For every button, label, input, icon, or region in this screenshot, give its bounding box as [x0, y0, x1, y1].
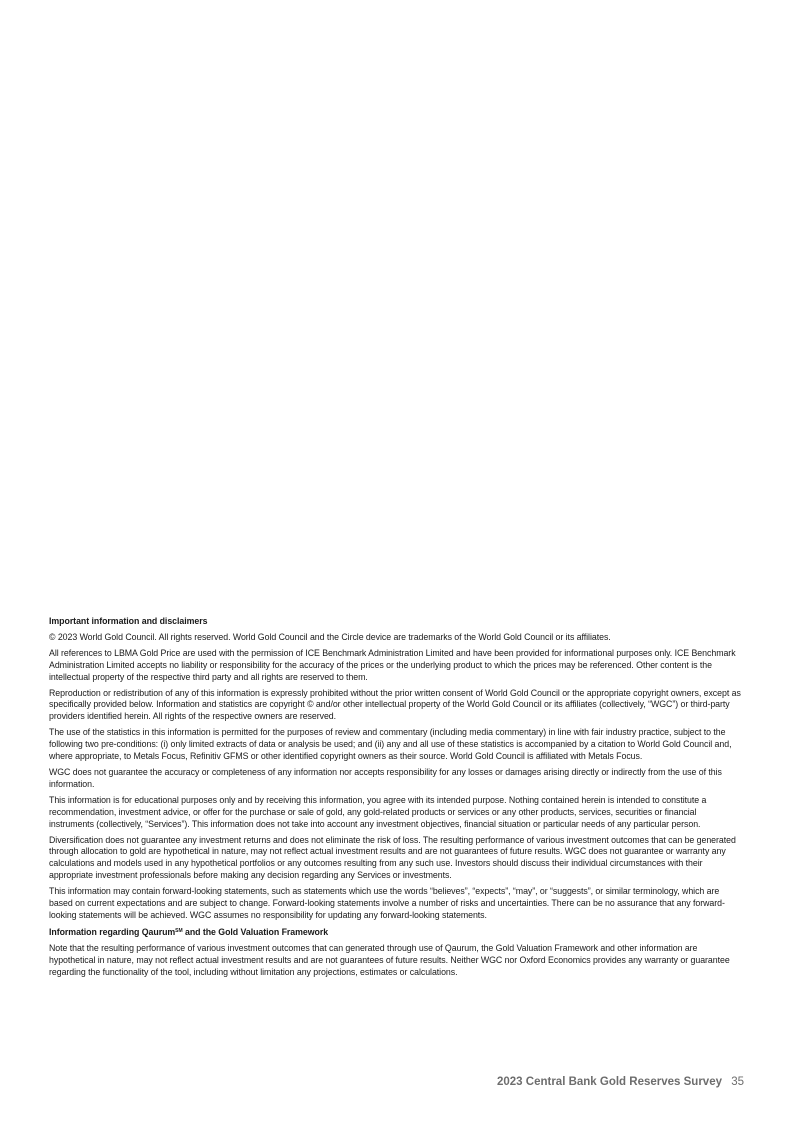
qaurum-heading-rest: and the Gold Valuation Framework	[182, 926, 329, 937]
accuracy-paragraph: WGC does not guarantee the accuracy or completeness of any information nor accepts responsibility for any losses or damages arising directly or indirectly from the use of this information.	[49, 766, 722, 789]
report-title: 2023 Central Bank Gold Reserves Survey	[496, 1076, 722, 1088]
reproduction-paragraph: Reproduction or redistribution of any of this information is expressly prohibited without the prior written consent of World Gold Council or the appropriate copyright owners, except as specifically provided below. Information and statistics are copyright © and/or other intellectual property of the World Gold Council or its affiliates (collectively, “WGC”) or third-party providers identified herein. All rights of the respective owners are reserved.	[49, 687, 741, 722]
page-footer	[497, 1076, 744, 1088]
statistics-use-paragraph: The use of the statistics in this information is permitted for the purposes of review and commentary (including media commentary) in line with fair industry practice, subject to the following two pre-conditions: (i) only limited extracts of data or analysis be used; and (ii) any and all use of these statistics is accompanied by a citation to World Gold Council and, where appropriate, to Metals Focus, Refinitiv GFMS or other identified copyright owners as their source. World Gold Council is affiliated with Metals Focus.	[49, 727, 732, 762]
service-mark: SM	[175, 927, 183, 934]
page-number: 35	[731, 1076, 744, 1088]
lbma-paragraph: All references to LBMA Gold Price are used with the permission of ICE Benchmark Administration Limited and have been provided for informational purposes only. ICE Benchmark Administration Limited accepts no liability or responsibility for the accuracy of the prices or the underlying product to which the prices may be referenced. Other content is the intellectual property of the respective third party and all rights are reserved to them.	[49, 647, 736, 682]
disclaimers-heading: Important information and disclaimers	[49, 616, 208, 626]
qaurum-heading	[49, 926, 743, 939]
copyright-paragraph: © 2023 World Gold Council. All rights reserved. World Gold Council and the Circle device are trademarks of the World Gold Council or its affiliates.	[49, 631, 611, 642]
qaurum-paragraph: Note that the resulting performance of various investment outcomes that can generated through use of Qaurum, the Gold Valuation Framework and other information are hypothetical in nature, may not reflect actual investment results and are not guarantees of future results. Neither WGC nor Oxford Economics provides any warranty or guarantee regarding the functionality of the tool, including without limitation any projections, estimates or calculations.	[49, 942, 730, 977]
diversification-paragraph: Diversification does not guarantee any investment returns and does not eliminate the risk of loss. The resulting performance of various investment outcomes that can be generated through allocation to gold are hypothetical in nature, may not reflect actual investment results and are not guarantees of future results. WGC does not guarantee or warranty any calculations and models used in any hypothetical portfolios or any outcomes resulting from any such use. Investors should discuss their individual circumstances with their appropriate investment professionals before making any decision regarding any Services or investments.	[49, 834, 736, 881]
qaurum-heading-name: Information regarding Qaurum	[49, 926, 176, 937]
educational-purpose-paragraph: This information is for educational purposes only and by receiving this information, you agree with its intended purpose. Nothing contained herein is intended to constitute a recommendation, investment advice, or offer for the purchase or sale of gold, any gold-related products or services or any other products, services, securities or financial instruments (collectively, “Services”). This information does not take into account any investment objectives, financial situation or particular needs of any particular person.	[49, 794, 707, 829]
disclaimers-section	[49, 616, 743, 982]
forward-looking-paragraph: This information may contain forward-looking statements, such as statements which use the words “believes”, “expects”, “may”, or “suggests”, or similar terminology, which are based on current expectations and are subject to change. Forward-looking statements involve a number of risks and uncertainties. There can be no assurance that any forward-looking statements will be achieved. WGC assumes no responsibility for updating any forward-looking statements.	[49, 886, 725, 920]
